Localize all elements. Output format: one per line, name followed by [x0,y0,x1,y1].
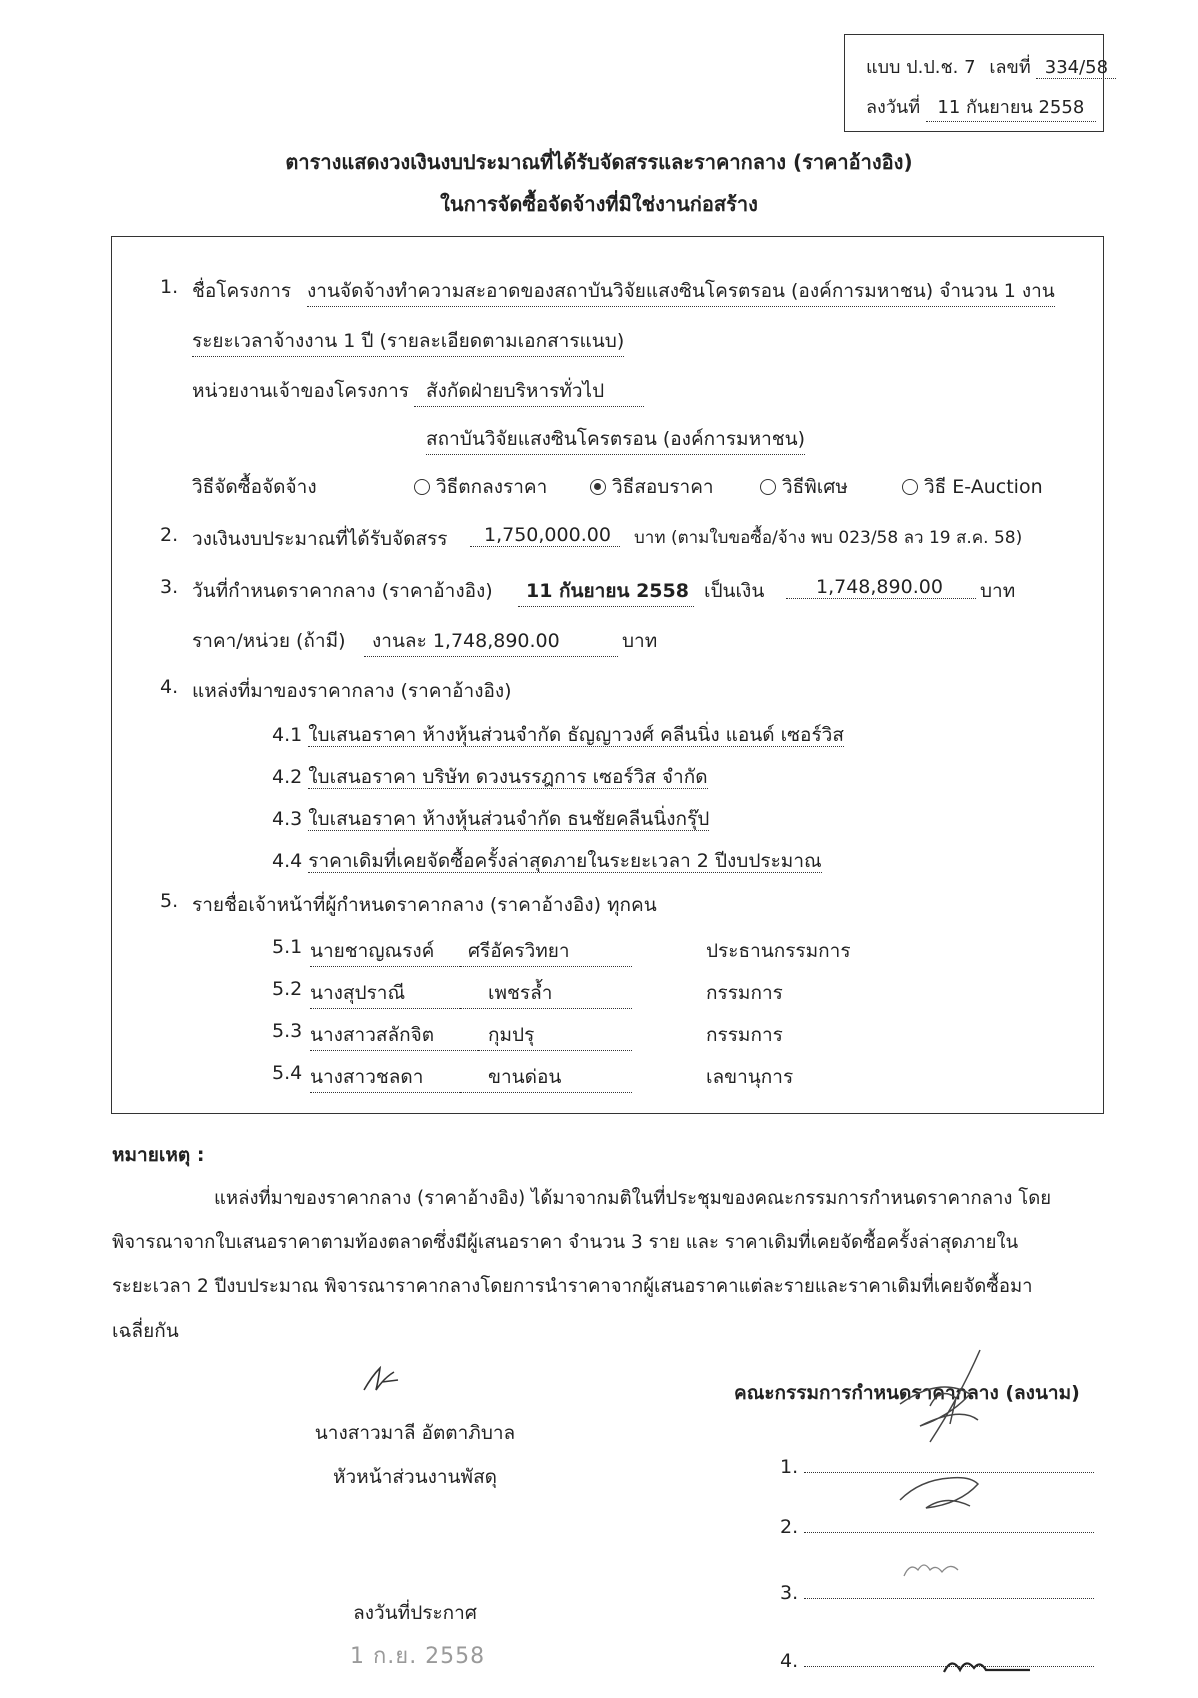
source-num: 4.4 [272,850,303,872]
announce-label: ลงวันที่ประกาศ [353,1602,477,1624]
item1-label: ชื่อโครงการ [192,280,292,302]
member-role: กรรมการ [706,1024,783,1046]
source-num: 4.1 [272,724,303,746]
item1-project-name-line1: งานจัดจ้างทำความสะอาดของสถาบันวิจัยแสงซินโครตรอน (องค์การมหาชน) จำนวน 1 งาน [307,276,1055,307]
page-title-line2: ในการจัดซื้อจัดจ้างที่มิใช่งานก่อสร้าง [440,192,758,216]
item1-owner-value1: สังกัดฝ่ายบริหารทั่วไป [414,376,644,407]
member-last-name: ศรีอัครวิทยา [460,936,632,967]
item2-label: วงเงินงบประมาณที่ได้รับจัดสรร [192,528,448,550]
signature-dotted-line [804,1472,1094,1473]
source-item [272,804,709,834]
item5-num: 5. [160,890,179,912]
committee-line-num: 2. [780,1516,799,1538]
handwritten-signature-icon [860,1346,1030,1456]
method-option-label: วิธีพิเศษ [782,476,848,498]
committee-line-num: 1. [780,1456,799,1478]
item1-method-label: วิธีจัดซื้อจัดจ้าง [192,476,317,498]
item1-owner-label: หน่วยงานเจ้าของโครงการ [192,380,409,402]
item4-num: 4. [160,676,179,698]
member-num: 5.1 [272,936,303,958]
item3-unit: บาท [980,580,1016,602]
member-num: 5.2 [272,978,303,1000]
member-last-name: เพชรล้ำ [460,978,632,1009]
remarks-line2: พิจารณาจากใบเสนอราคาตามท้องตลาดซึ่งมีผู้เสนอราคา จำนวน 3 ราย และ ราคาเดิมที่เคยจัดซื้อครั้งล่าสุดภายใน [112,1232,1019,1253]
item1-owner-value2: สถาบันวิจัยแสงซินโครตรอน (องค์การมหาชน) [426,424,805,455]
method-option-3[interactable] [760,472,848,502]
signatory-name: นางสาวมาลี อัตตาภิบาล [314,1422,516,1444]
remarks-line3: ระยะเวลา 2 ปีงบประมาณ พิจารณาราคากลางโดยการนำราคาจากผู้เสนอราคาแต่ละรายและราคาเดิมที่เคยจัดซื้อมา [112,1276,1033,1297]
radio-checked-icon[interactable] [590,479,606,495]
item3-amount-label: เป็นเงิน [704,580,765,602]
remarks-heading: หมายเหตุ : [112,1144,205,1166]
form-number-line [866,52,1116,81]
item3-per-unit-value: งานละ 1,748,890.00 [364,626,618,657]
radio-circle-icon[interactable] [902,479,918,495]
member-role: เลขานุการ [706,1066,794,1088]
item3-date: 11 กันยายน 2558 [518,576,694,607]
form-number-label: เลขที่ [989,57,1031,78]
item1-project-name-line2: ระยะเวลาจ้างงาน 1 ปี (รายละเอียดตามเอกสารแนบ) [192,326,624,357]
method-option-2[interactable] [590,472,714,502]
member-role: ประธานกรรมการ [706,940,851,962]
member-num: 5.3 [272,1020,303,1042]
source-num: 4.2 [272,766,303,788]
method-option-label: วิธี E-Auction [924,476,1043,498]
source-item [272,720,844,750]
remarks-line1: แหล่งที่มาของราคากลาง (ราคาอ้างอิง) ได้มาจากมติในที่ประชุมของคณะกรรมการกำหนดราคากลาง โดย [214,1188,1052,1209]
form-date-value: 11 กันยายน 2558 [926,92,1096,122]
member-role: กรรมการ [706,982,783,1004]
radio-circle-icon[interactable] [760,479,776,495]
method-option-label: วิธีตกลงราคา [436,476,548,498]
signature-dotted-line [804,1532,1094,1533]
item2-budget-value: 1,750,000.00 [470,524,620,547]
form-date-line [866,92,1096,122]
form-label: แบบ ป.ป.ช. 7 [866,57,976,78]
source-item [272,762,708,792]
signatory-position: หัวหน้าส่วนงานพัสดุ [332,1466,498,1488]
member-last-name: กุมปรุ [478,1020,632,1051]
item3-amount: 1,748,890.00 [786,576,976,599]
committee-sign-line-3 [780,1582,1094,1604]
handwritten-initials-icon [900,1556,970,1582]
member-first-name: นางสาวสลักจิต [310,1020,478,1051]
source-text: ใบเสนอราคา ห้างหุ้นส่วนจำกัด ธนชัยคลีนนิ่งกรุ๊ป [308,808,710,830]
member-first-name: นางสาวชลดา [310,1062,460,1093]
remarks-line4: เฉลี่ยกัน [112,1320,179,1342]
member-last-name: ขานด่อน [460,1062,632,1093]
signature-mark-icon [358,1362,402,1396]
method-option-label: วิธีสอบราคา [612,476,714,498]
item2-unit-note: บาท (ตามใบขอซื้อ/จ้าง พบ 023/58 ลว 19 ส.ค. 58) [634,528,1023,548]
committee-sign-line-2 [780,1516,1094,1538]
item3-num: 3. [160,576,179,598]
member-num: 5.4 [272,1062,303,1084]
signature-dotted-line [804,1666,1094,1667]
committee-line-num: 3. [780,1582,799,1604]
source-num: 4.3 [272,808,303,830]
item5-label: รายชื่อเจ้าหน้าที่ผู้กำหนดราคากลาง (ราคาอ้างอิง) ทุกคน [192,894,657,916]
item2-num: 2. [160,524,179,546]
form-date-label: ลงวันที่ [866,97,921,118]
announce-date-stamp: 1 ก.ย. 2558 [350,1644,486,1669]
member-first-name: นายชาญณรงค์ [310,936,460,967]
method-option-4[interactable] [902,472,1043,502]
committee-line-num: 4. [780,1650,799,1672]
source-item [272,846,822,876]
radio-circle-icon[interactable] [414,479,430,495]
committee-sign-line-1 [780,1456,1094,1478]
item3-per-unit-unit: บาท [622,630,658,652]
item1-num: 1. [160,276,179,298]
item3-per-unit-label: ราคา/หน่วย (ถ้ามี) [192,630,346,652]
method-option-1[interactable] [414,472,547,502]
source-text: ใบเสนอราคา ห้างหุ้นส่วนจำกัด ธัญญาวงศ์ คลีนนิ่ง แอนด์ เซอร์วิส [308,724,844,746]
committee-heading: คณะกรรมการกำหนดราคากลาง (ลงนาม) [734,1382,1080,1404]
member-first-name: นางสุปราณี [310,978,460,1009]
item3-label: วันที่กำหนดราคากลาง (ราคาอ้างอิง) [192,580,493,602]
source-text: ราคาเดิมที่เคยจัดซื้อครั้งล่าสุดภายในระยะเวลา 2 ปีงบประมาณ [308,850,822,872]
page-title-line1: ตารางแสดงวงเงินงบประมาณที่ได้รับจัดสรรและราคากลาง (ราคาอ้างอิง) [285,150,913,174]
committee-sign-line-4 [780,1650,1094,1672]
item4-label: แหล่งที่มาของราคากลาง (ราคาอ้างอิง) [192,680,512,702]
form-number-value: 334/58 [1036,57,1116,79]
signature-dotted-line [804,1598,1094,1599]
source-text: ใบเสนอราคา บริษัท ดวงนรรฎการ เซอร์วิส จำกัด [308,766,708,788]
